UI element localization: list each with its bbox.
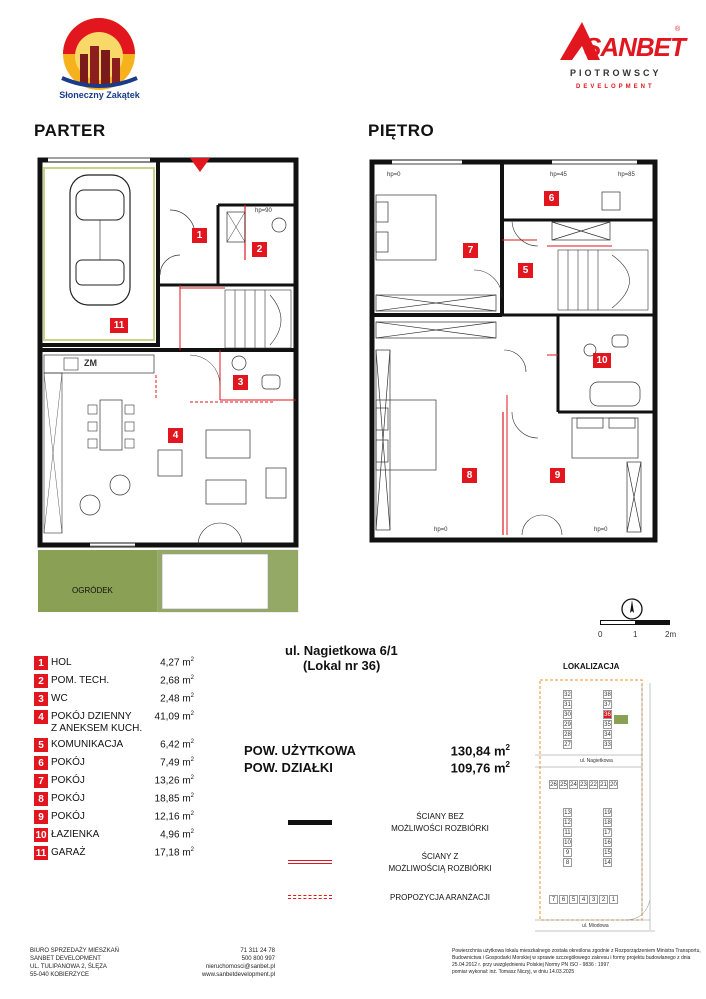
plot-area-label: POW. DZIAŁKI (244, 760, 333, 775)
room-area: 41,09 $m^2$ (154, 711, 194, 723)
room-name: POM. TECH. (51, 675, 110, 686)
location-plot-number: 30 (564, 712, 571, 718)
footer-note (452, 948, 701, 988)
location-plot-number: 8 (563, 858, 572, 867)
room-number-badge: 2 (34, 674, 48, 688)
footer-note-line3: 25.04.2012 r. przy uwzględnieniu Polskiej Normy PN ISO - 9836 : 1997 (452, 962, 610, 968)
room-area: 12,16 $m^2$ (154, 811, 194, 823)
room-row (34, 791, 234, 807)
location-plot-number: 10 (564, 840, 571, 846)
footer-office-line4: 55-040 KOBIERZYCE (30, 972, 90, 978)
location-plot-number: 25 (560, 782, 567, 788)
location-title: LOKALIZACJA (563, 662, 620, 671)
car-icon (70, 175, 130, 305)
room-row (34, 809, 234, 825)
location-plot-number: 26 (550, 782, 557, 788)
location-plot-number: 12 (564, 820, 571, 826)
room-name: GARAŻ (51, 847, 86, 858)
location-block-c (563, 808, 573, 868)
location-plot-number: 22 (590, 782, 597, 788)
room-row (34, 827, 234, 843)
legend-wall-removable-2: MOŻLIWOŚCIĄ ROZBIÓRKI (388, 864, 492, 873)
hp-label-9: hp=0 (594, 527, 608, 533)
plan-room-5: 5 (518, 263, 533, 278)
scale-bar (600, 620, 680, 645)
room-number-badge: 10 (35, 829, 47, 841)
location-plot-number: 38 (604, 692, 611, 698)
location-plot-number: 29 (564, 722, 571, 728)
location-street: ul. Nagietkowa (580, 758, 613, 764)
plan-room-6: 6 (544, 191, 559, 206)
location-plot-number: 5 (569, 895, 578, 904)
legend-wall-fixed-1: ŚCIANY BEZ (416, 812, 464, 821)
room-area: 2,68 $m^2$ (160, 675, 194, 687)
location-plot-number: 14 (604, 860, 611, 866)
hp-label-7: hp=0 (387, 172, 401, 178)
compass-icon (620, 597, 644, 621)
sanbet-logo (560, 22, 685, 97)
slonecznyzakatek-logo (42, 16, 157, 104)
footer-office-line1: BIURO SPRZEDAŻY MIESZKAŃ (30, 948, 119, 954)
location-plot-number: 32 (564, 692, 571, 698)
garden-label: OGRÓDEK (72, 586, 113, 595)
stairs-icon (225, 290, 291, 348)
plan-room-2: 2 (252, 242, 267, 257)
room-area: 6,42 $m^2$ (160, 739, 194, 751)
room-number-badge: 1 (34, 656, 48, 670)
reg-mark: ® (675, 26, 681, 33)
location-plot-number: 9 (563, 848, 572, 857)
location-block-b (603, 690, 613, 750)
location-block-d (603, 808, 613, 868)
location-plot-number: 33 (604, 742, 611, 748)
plan-room-11: 11 (110, 318, 128, 333)
room-name: POKÓJ (51, 811, 85, 822)
location-plot-number: 18 (604, 820, 611, 826)
room-area: 13,26 $m^2$ (154, 775, 194, 787)
room-name-line2: Z ANEKSEM KUCH. (51, 723, 143, 734)
room-name: KOMUNIKACJA (51, 739, 124, 750)
location-plot-number: 37 (604, 702, 611, 708)
room-name: POKÓJ (51, 757, 85, 768)
location-plot-number: 23 (580, 782, 587, 788)
address-line2: (Lokal nr 36) (303, 658, 381, 673)
room-name: ŁAZIENKA (51, 829, 100, 840)
location-street2: ul. Miodowa (582, 923, 609, 929)
room-name: POKÓJ (51, 793, 85, 804)
location-plot-number: 31 (564, 702, 571, 708)
location-plot-number: 21 (600, 782, 607, 788)
hp-label: hp=90 (255, 208, 272, 214)
location-highlight-plot (614, 715, 628, 724)
plan-room-4: 4 (168, 428, 183, 443)
footer-website[interactable]: www.sanbetdevelopment.pl (201, 972, 275, 978)
usable-area-label: POW. UŻYTKOWA (244, 743, 356, 758)
location-plot-number: 28 (564, 732, 571, 738)
room-name: HOL (51, 657, 72, 668)
brand-line2: PIOTROWSCY (570, 68, 662, 78)
location-map (530, 675, 665, 940)
location-plot-number: 34 (604, 732, 611, 738)
room-row (34, 691, 234, 707)
location-plot-number: 2 (599, 895, 608, 904)
scale-0: 0 (598, 630, 603, 639)
location-plot-number: 36 (604, 712, 611, 718)
location-plot-number: 20 (610, 782, 617, 788)
scale-1: 1 (633, 630, 638, 639)
room-area: 18,85 $m^2$ (154, 793, 194, 805)
footer-note-line1: Powierzchnia użytkowa lokalu mieszkalnego została określona zgodnie z Rozporządzeniem Ministra Transportu, (452, 948, 701, 954)
room-name: POKÓJ (51, 775, 85, 786)
plan-room-7: 7 (463, 243, 478, 258)
location-plot-number: 7 (549, 895, 558, 904)
footer-note-line2: Budownictwa i Gospodarki Morskiej w sprawie szczegółowego zakresu i formy projektu budowlanego z dnia (452, 955, 691, 961)
hp-label-6a: hp=45 (550, 172, 567, 178)
location-plot-number: 13 (564, 810, 571, 816)
room-row (34, 655, 234, 671)
plan-room-9: 9 (550, 468, 565, 483)
upper-floor-heading: PIĘTRO (368, 121, 435, 140)
address-line1: ul. Nagietkowa 6/1 (285, 643, 398, 658)
ground-floor-plan (30, 150, 305, 615)
location-plot-number: 4 (579, 895, 588, 904)
room-area: 4,27 $m^2$ (160, 657, 194, 669)
legend-wall-fixed-swatch (288, 820, 332, 825)
logo-text: Słoneczny Zakątek (59, 90, 140, 100)
room-row (34, 773, 234, 789)
location-plot-number: 35 (604, 722, 611, 728)
location-plot-number: 27 (564, 742, 571, 748)
room-number-badge: 9 (34, 810, 48, 824)
footer-email[interactable]: nieruchomosci@sanbet.pl (205, 964, 275, 970)
zm-label: ZM (84, 358, 97, 368)
room-name: WC (51, 693, 68, 704)
room-area: 2,48 $m^2$ (160, 693, 194, 705)
legend-wall-fixed-2: MOŻLIWOŚCI ROZBIÓRKI (391, 824, 489, 833)
room-list (34, 655, 244, 860)
room-area: 7,49 $m^2$ (160, 757, 194, 769)
room-number-badge: 7 (34, 774, 48, 788)
room-number-badge: 3 (34, 692, 48, 706)
footer-note-line4: pomiar wykonał: inż. Tomasz Niczyj, w dniu 14.03.2025 (452, 969, 575, 975)
location-plot-number: 15 (604, 850, 611, 856)
upper-floor-plan (362, 150, 667, 550)
room-number-badge: 4 (34, 710, 48, 724)
brand-line3: DEVELOPMENT (576, 84, 655, 90)
location-block-bot (549, 895, 619, 905)
room-row (34, 845, 234, 861)
scale-2: 2m (665, 630, 677, 639)
plan-room-1: 1 (192, 228, 207, 243)
legend-proposal-swatch (288, 895, 332, 899)
footer-office-line3: UL. TULIPANOWA 2, ŚLĘZA (30, 964, 107, 970)
location-plot-number: 1 (609, 895, 618, 904)
room-number-badge: 5 (34, 738, 48, 752)
hp-label-8: hp=0 (434, 527, 448, 533)
room-number-badge: 8 (34, 792, 48, 806)
location-plot-number: 6 (559, 895, 568, 904)
location-block-mid (549, 780, 619, 790)
location-plot-number: 11 (564, 830, 571, 836)
room-area: 4,96 $m^2$ (160, 829, 194, 841)
legend-proposal: PROPOZYCJA ARANŻACJI (389, 893, 491, 902)
room-row (34, 755, 234, 771)
room-number-badge: 6 (34, 756, 48, 770)
legend-wall-removable-1: ŚCIANY Z (421, 852, 459, 861)
usable-area-value: 130,84 $m^2$ (450, 743, 510, 759)
plot-area-value: 109,76 $m^2$ (450, 760, 510, 776)
footer-phone1: 71 311 24 78 (240, 948, 275, 954)
sun-logo-icon (42, 16, 157, 91)
stairs-icon (558, 250, 648, 310)
plan-room-8: 8 (462, 468, 477, 483)
brand-name: SANBET (584, 32, 685, 62)
location-plot-number: 24 (570, 782, 577, 788)
legend (280, 805, 520, 905)
location-plot-number: 3 (589, 895, 598, 904)
footer-phone2: 500 800 997 (241, 956, 275, 962)
footer-office-line2: SANBET DEVELOPMENT (30, 956, 101, 962)
room-row (34, 673, 234, 689)
legend-wall-removable-swatch (288, 860, 332, 864)
location-plot-number: 16 (604, 840, 611, 846)
room-name: POKÓJ DZIENNY (51, 711, 132, 722)
room-row (34, 709, 234, 737)
room-row (34, 737, 234, 753)
room-area: 17,18 $m^2$ (154, 847, 194, 859)
plan-room-10: 10 (593, 353, 611, 368)
room-number-badge: 11 (35, 847, 47, 859)
location-plot-number: 19 (604, 810, 611, 816)
ground-floor-heading: PARTER (34, 121, 106, 140)
location-block-a (563, 690, 573, 750)
plan-room-3: 3 (233, 375, 248, 390)
hp-label-6b: hp=85 (618, 172, 635, 178)
footer-contact (150, 948, 275, 988)
compass (620, 597, 644, 621)
location-plot-number: 17 (604, 830, 611, 836)
